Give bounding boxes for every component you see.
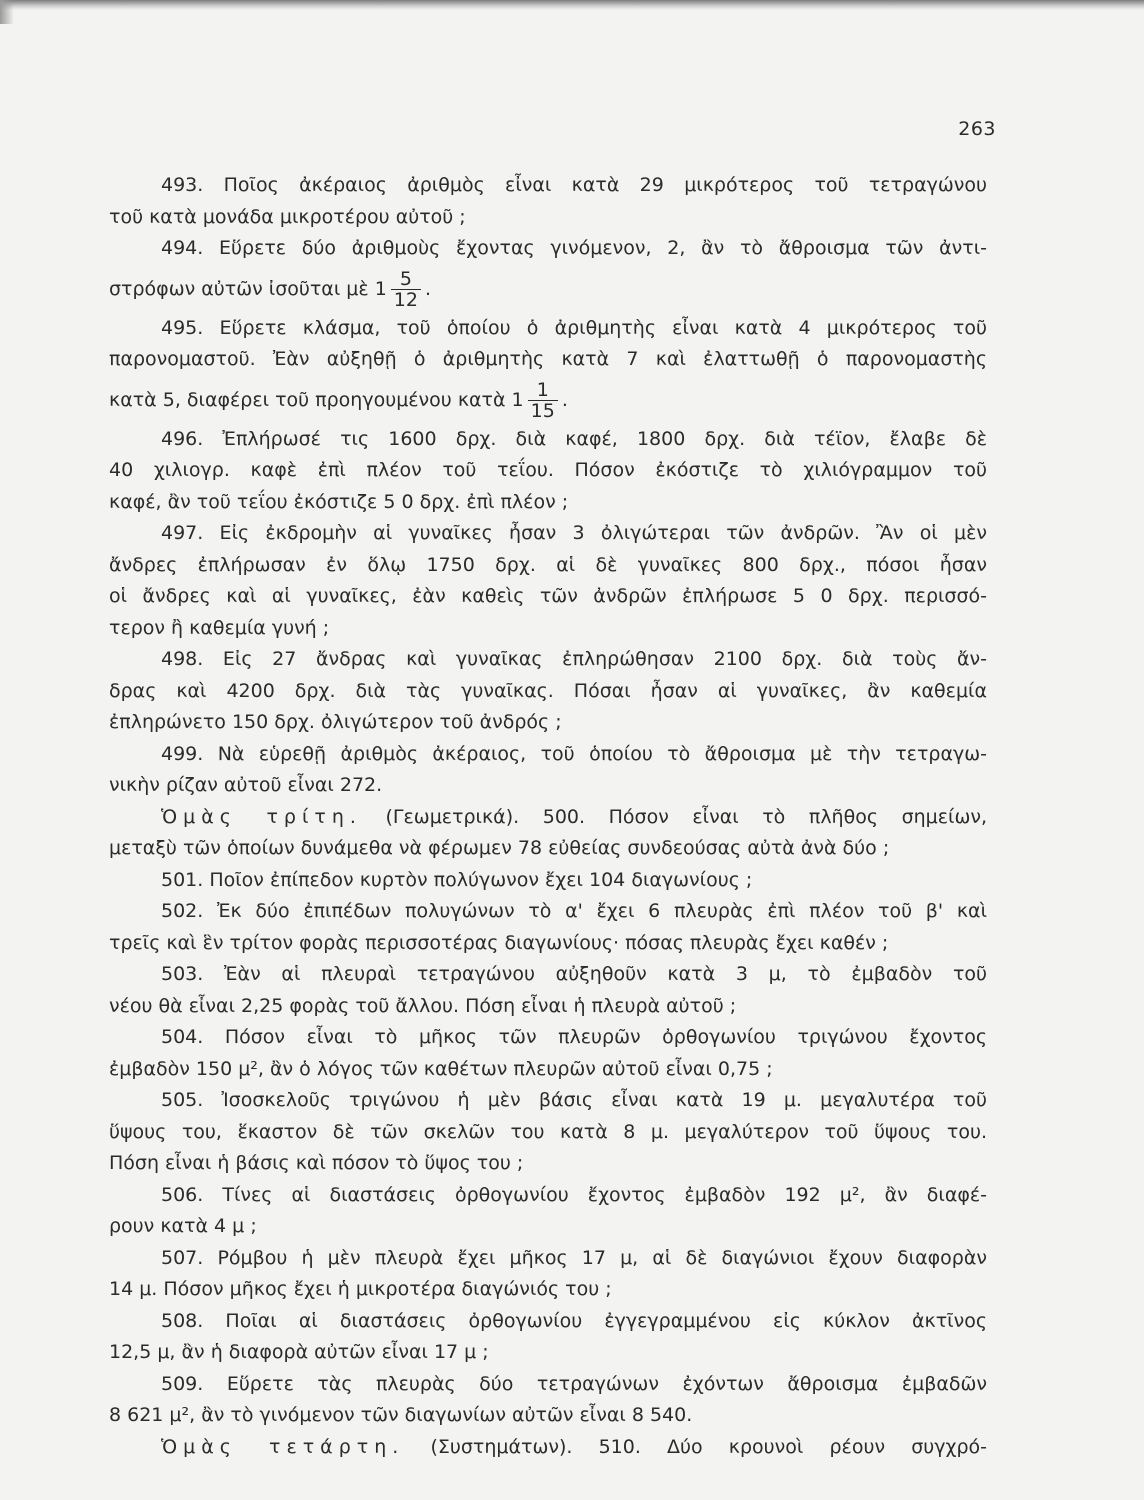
problem-495-line-3: κατὰ 5, διαφέρει τοῦ προηγουμένου κατὰ 1 (109, 388, 524, 411)
problem-495-line-1: 495. Εὕρετε κλάσμα, τοῦ ὁποίου ὁ ἀριθμητὴς εἶναι κατὰ 4 μικρότερος τοῦ (161, 316, 987, 339)
problem-497-line-1: 497. Εἰς ἐκδρομὴν αἱ γυναῖκες ἦσαν 3 ὀλιγώτεραι τῶν ἀνδρῶν. Ἂν οἱ μὲν (161, 522, 987, 544)
problem-504-line-1: 504. Πόσον εἶναι τὸ μῆκος τῶν πλευρῶν ὀρθογωνίου τριγώνου ἔχοντος (161, 1026, 987, 1048)
problem-506 (109, 1180, 987, 1243)
problem-504 (109, 1022, 987, 1085)
problem-499-line-2: νικὴν ρίζαν αὐτοῦ εἶναι 272. (109, 774, 383, 796)
problem-501-line-1: 501. Ποῖον ἐπίπεδον κυρτὸν πολύγωνον ἔχει 104 διαγωνίους ; (161, 868, 753, 891)
problem-503-line-2: νέου θὰ εἶναι 2,25 φορὰς τοῦ ἄλλου. Πόση εἶναι ἡ πλευρὰ αὐτοῦ ; (109, 994, 737, 1017)
problem-496 (109, 424, 987, 519)
problem-496-line-1: 496. Ἐπλήρωσέ τις 1600 δρχ. διὰ καφέ, 1800 δρχ. διὰ τέϊον, ἔλαβε δὲ (161, 427, 987, 450)
page-body (109, 170, 987, 1463)
problem-500-line-1: (Γεωμετρικά). 500. Πόσον εἶναι τὸ πλῆθος σημείων, (385, 805, 988, 828)
problem-500-line-2: μεταξὺ τῶν ὁποίων δυνάμεθα νὰ φέρωμεν 78 εὐθείας συνδεούσας αὐτὰ ἀνὰ δύο ; (109, 837, 890, 859)
problem-498 (109, 644, 987, 739)
problem-502-line-2: τρεῖς καὶ ἓν τρίτον φορὰς περισσοτέρας διαγωνίους· πόσας πλευρὰς ἔχει καθέν ; (109, 931, 889, 954)
problem-497-line-2: ἄνδρες ἐπλήρωσαν ἐν ὅλῳ 1750 δρχ. αἱ δὲ γυναῖκες 800 δρχ., πόσοι ἦσαν (109, 553, 987, 576)
problem-501 (109, 865, 987, 897)
page-corner-shadow (0, 0, 14, 24)
problem-502 (109, 896, 987, 959)
problem-505-line-3: Πόση εἶναι ἡ βάσις καὶ πόσον τὸ ὕψος του ; (109, 1152, 524, 1174)
problem-499-line-1: 499. Νὰ εὑρεθῇ ἀριθμὸς ἀκέραιος, τοῦ ὁποίου τὸ ἄθροισμα μὲ τὴν τετραγω- (161, 742, 987, 765)
problem-509-line-2: 8 621 μ², ἂν τὸ γινόμενον τῶν διαγωνίων αὐτῶν εἶναι 8 540. (109, 1404, 693, 1426)
problem-494: 494. Εὕρετε δύο ἀριθμοὺς ἔχοντας γινόμενον, 2, ἂν τὸ ἄθροισμα τῶν ἀντι- στρόφων αὐτῶν ἰσοῦται μὲ 1 $\frac{5}{12}$ . (109, 237, 987, 311)
problem-507 (109, 1243, 987, 1306)
problem-499 (109, 739, 987, 802)
problem-497-line-4: τερον ἢ καθεμία γυνή ; (109, 616, 330, 639)
group-four-heading: Ὁμὰς τετάρτη. (161, 1435, 405, 1458)
problem-498-line-1: 498. Εἰς 27 ἄνδρας καὶ γυναῖκας ἐπληρώθησαν 2100 δρχ. διὰ τοὺς ἄν- (161, 648, 987, 670)
problem-507-line-1: 507. Ρόμβου ἡ μὲν πλευρὰ ἔχει μῆκος 17 μ, αἱ δὲ διαγώνιοι ἔχουν διαφορὰν (161, 1246, 987, 1269)
problem-496-line-3: καφέ, ἂν τοῦ τεΐου ἐκόστιζε 5 0 δρχ. ἐπὶ πλέον ; (109, 490, 569, 513)
problem-497-line-3: οἱ ἄνδρες καὶ αἱ γυναῖκες, ἐὰν καθεὶς τῶν ἀνδρῶν ἐπλήρωσε 5 0 δρχ. περισσό- (109, 585, 987, 607)
problem-506-line-1: 506. Τίνες αἱ διαστάσεις ὀρθογωνίου ἔχοντος ἐμβαδὸν 192 μ², ἂν διαφέ- (161, 1183, 987, 1206)
problem-508 (109, 1306, 987, 1369)
problem-503-line-1: 503. Ἐὰν αἱ πλευραὶ τετραγώνου αὐξηθοῦν κατὰ 3 μ, τὸ ἐμβαδὸν τοῦ (161, 963, 987, 985)
group-three-heading: Ὁμὰς τρίτη. (161, 805, 362, 828)
problem-498-line-3: ἐπληρώνετο 150 δρχ. ὀλιγώτερον τοῦ ἀνδρός ; (109, 711, 562, 733)
problem-508-line-2: 12,5 μ, ἂν ἡ διαφορὰ αὐτῶν εἶναι 17 μ ; (109, 1341, 489, 1363)
problem-496-line-2: 40 χιλιογρ. καφὲ ἐπὶ πλέον τοῦ τεΐου. Πόσον ἐκόστιζε τὸ χιλιόγραμμον τοῦ (109, 459, 987, 481)
problem-498-line-2: δρας καὶ 4200 δρχ. διὰ τὰς γυναῖκας. Πόσαι ἦσαν αἱ γυναῖκες, ἂν καθεμία (109, 679, 987, 702)
problem-508-line-1: 508. Ποῖαι αἱ διαστάσεις ὀρθογωνίου ἐγγεγραμμένου εἰς κύκλον ἀκτῖνος (161, 1309, 987, 1332)
problem-494-line-1: 494. Εὕρετε δύο ἀριθμοὺς ἔχοντας γινόμενον, 2, ἂν τὸ ἄθροισμα τῶν ἀντι- (161, 237, 987, 259)
problem-493-line-1: 493. Ποῖος ἀκέραιος ἀριθμὸς εἶναι κατὰ 29 μικρότερος τοῦ τετραγώνου (161, 174, 987, 196)
problem-509 (109, 1369, 987, 1432)
problem-493 (109, 170, 987, 233)
problem-495-line-2: παρονομαστοῦ. Ἐὰν αὐξηθῇ ὁ ἀριθμητὴς κατὰ 7 καὶ ἐλαττωθῇ ὁ παρονομαστὴς (109, 348, 987, 370)
problem-509-line-1: 509. Εὕρετε τὰς πλευρὰς δύο τετραγώνων ἐχόντων ἄθροισμα ἐμβαδῶν (161, 1372, 987, 1395)
group-four (109, 1432, 987, 1464)
page-top-shadow (0, 0, 1144, 10)
problem-506-line-2: ρουν κατὰ 4 μ ; (109, 1215, 257, 1237)
problem-507-line-2: 14 μ. Πόσον μῆκος ἔχει ἡ μικροτέρα διαγώνιός του ; (109, 1278, 612, 1300)
fraction-5-12: $\frac{5}{12}$ (391, 269, 421, 310)
fraction-1-15: $\frac{1}{15}$ (528, 380, 558, 421)
problem-493-line-2: τοῦ κατὰ μονάδα μικροτέρου αὐτοῦ ; (109, 205, 466, 228)
page-number: 263 (958, 118, 996, 140)
problem-502-line-1: 502. Ἐκ δύο ἐπιπέδων πολυγώνων τὸ α' ἔχει 6 πλευρὰς ἐπὶ πλέον τοῦ β' καὶ (161, 900, 987, 922)
problem-497 (109, 518, 987, 644)
problem-505-line-1: 505. Ἰσοσκελοῦς τριγώνου ἡ μὲν βάσις εἶναι κατὰ 19 μ. μεγαλυτέρα τοῦ (161, 1089, 987, 1111)
problem-510-line-1: (Συστημάτων). 510. Δύο κρουνοὶ ρέουν συγχρό- (430, 1435, 988, 1458)
problem-505-line-2: ὕψους του, ἕκαστον δὲ τῶν σκελῶν του κατὰ 8 μ. μεγαλύτερον τοῦ ὕψους του. (109, 1120, 987, 1143)
problem-495: 495. Εὕρετε κλάσμα, τοῦ ὁποίου ὁ ἀριθμητὴς εἶναι κατὰ 4 μικρότερος τοῦ παρονομαστοῦ. Ἐὰν αὐξηθῇ ὁ ἀριθμητὴς κατὰ 7 καὶ ἐλαττωθῇ ὁ παρονομαστὴς κατὰ 5, διαφέρει τοῦ προηγουμένου κατὰ 1 $\frac{1}{15}$ . (109, 316, 987, 422)
problem-505 (109, 1085, 987, 1180)
group-three (109, 802, 987, 865)
problem-504-line-2: ἐμβαδὸν 150 μ², ἂν ὁ λόγος τῶν καθέτων πλευρῶν αὐτοῦ εἶναι 0,75 ; (109, 1057, 773, 1080)
problem-503 (109, 959, 987, 1022)
problem-494-line-2: στρόφων αὐτῶν ἰσοῦται μὲ 1 (109, 277, 387, 300)
